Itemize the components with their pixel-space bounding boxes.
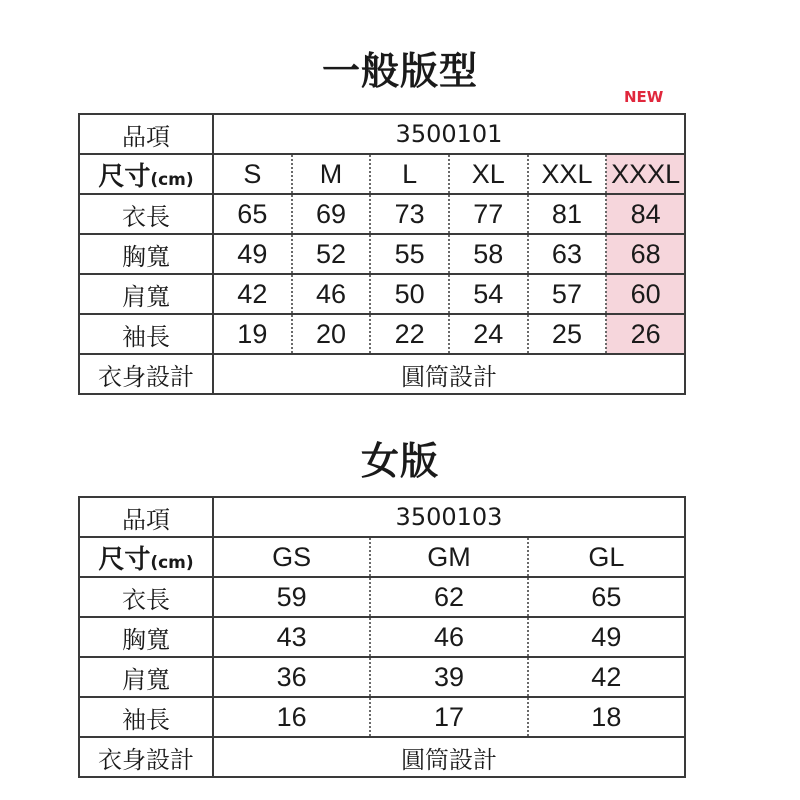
table-row (79, 617, 685, 657)
size-unit: (cm) (150, 552, 194, 573)
table-row (79, 154, 685, 194)
table-row (79, 537, 685, 577)
table-cell: 39 (370, 657, 527, 697)
table-row (79, 274, 685, 314)
table-row (79, 657, 685, 697)
item-code: 3500101 (213, 114, 685, 154)
row-label: 袖長 (79, 314, 213, 354)
row-label: 袖長 (79, 697, 213, 737)
size-header: M (292, 154, 371, 194)
table-row (79, 234, 685, 274)
table-row (79, 697, 685, 737)
table-cell: 77 (449, 194, 528, 234)
row-label: 胸寬 (79, 617, 213, 657)
table-cell: 24 (449, 314, 528, 354)
table-row (79, 354, 685, 394)
item-code: 3500103 (213, 497, 685, 537)
table-cell-highlight: 60 (606, 274, 685, 314)
table-row (79, 577, 685, 617)
unisex-title: 一般版型 (321, 49, 478, 93)
new-badge: NEW (624, 88, 664, 106)
size-header: GS (213, 537, 370, 577)
size-header-new: XXXL (606, 154, 685, 194)
row-label: 肩寬 (79, 274, 213, 314)
table-cell: 50 (370, 274, 449, 314)
table-cell: 20 (292, 314, 371, 354)
size-header: XL (449, 154, 528, 194)
table-cell: 16 (213, 697, 370, 737)
table-cell: 19 (213, 314, 292, 354)
table-cell: 22 (370, 314, 449, 354)
table-cell: 17 (370, 697, 527, 737)
table-cell: 52 (292, 234, 371, 274)
table-row (79, 497, 685, 537)
size-label-cell (79, 537, 213, 577)
table-row (79, 737, 685, 777)
row-label: 肩寬 (79, 657, 213, 697)
item-label: 品項 (79, 114, 213, 154)
table-cell: 46 (292, 274, 371, 314)
table-cell: 58 (449, 234, 528, 274)
table-cell-highlight: 26 (606, 314, 685, 354)
row-label: 胸寬 (79, 234, 213, 274)
table-cell: 54 (449, 274, 528, 314)
size-label: 尺寸 (98, 161, 151, 192)
table-cell: 65 (213, 194, 292, 234)
table-row (79, 314, 685, 354)
size-header: GL (528, 537, 685, 577)
design-value: 圓筒設計 (213, 354, 685, 394)
size-header: L (370, 154, 449, 194)
item-label: 品項 (79, 497, 213, 537)
table-cell: 63 (528, 234, 607, 274)
table-cell: 36 (213, 657, 370, 697)
table-cell: 43 (213, 617, 370, 657)
women-title: 女版 (360, 439, 439, 483)
size-unit: (cm) (150, 169, 194, 190)
table-cell: 42 (528, 657, 685, 697)
women-size-table (78, 496, 686, 778)
table-cell: 46 (370, 617, 527, 657)
size-header: GM (370, 537, 527, 577)
table-cell: 69 (292, 194, 371, 234)
unisex-size-table (78, 113, 686, 395)
design-label: 衣身設計 (79, 354, 213, 394)
table-cell: 18 (528, 697, 685, 737)
size-header: XXL (528, 154, 607, 194)
row-label: 衣長 (79, 577, 213, 617)
table-cell-highlight: 84 (606, 194, 685, 234)
table-cell: 73 (370, 194, 449, 234)
design-label: 衣身設計 (79, 737, 213, 777)
table-cell: 62 (370, 577, 527, 617)
table-cell: 55 (370, 234, 449, 274)
table-row (79, 114, 685, 154)
table-cell: 49 (213, 234, 292, 274)
table-cell: 65 (528, 577, 685, 617)
size-label-cell (79, 154, 213, 194)
table-cell: 81 (528, 194, 607, 234)
table-cell-highlight: 68 (606, 234, 685, 274)
row-label: 衣長 (79, 194, 213, 234)
design-value: 圓筒設計 (213, 737, 685, 777)
size-label: 尺寸 (98, 544, 151, 575)
table-row (79, 194, 685, 234)
table-cell: 42 (213, 274, 292, 314)
table-cell: 57 (528, 274, 607, 314)
table-cell: 49 (528, 617, 685, 657)
table-cell: 25 (528, 314, 607, 354)
table-cell: 59 (213, 577, 370, 617)
size-header: S (213, 154, 292, 194)
